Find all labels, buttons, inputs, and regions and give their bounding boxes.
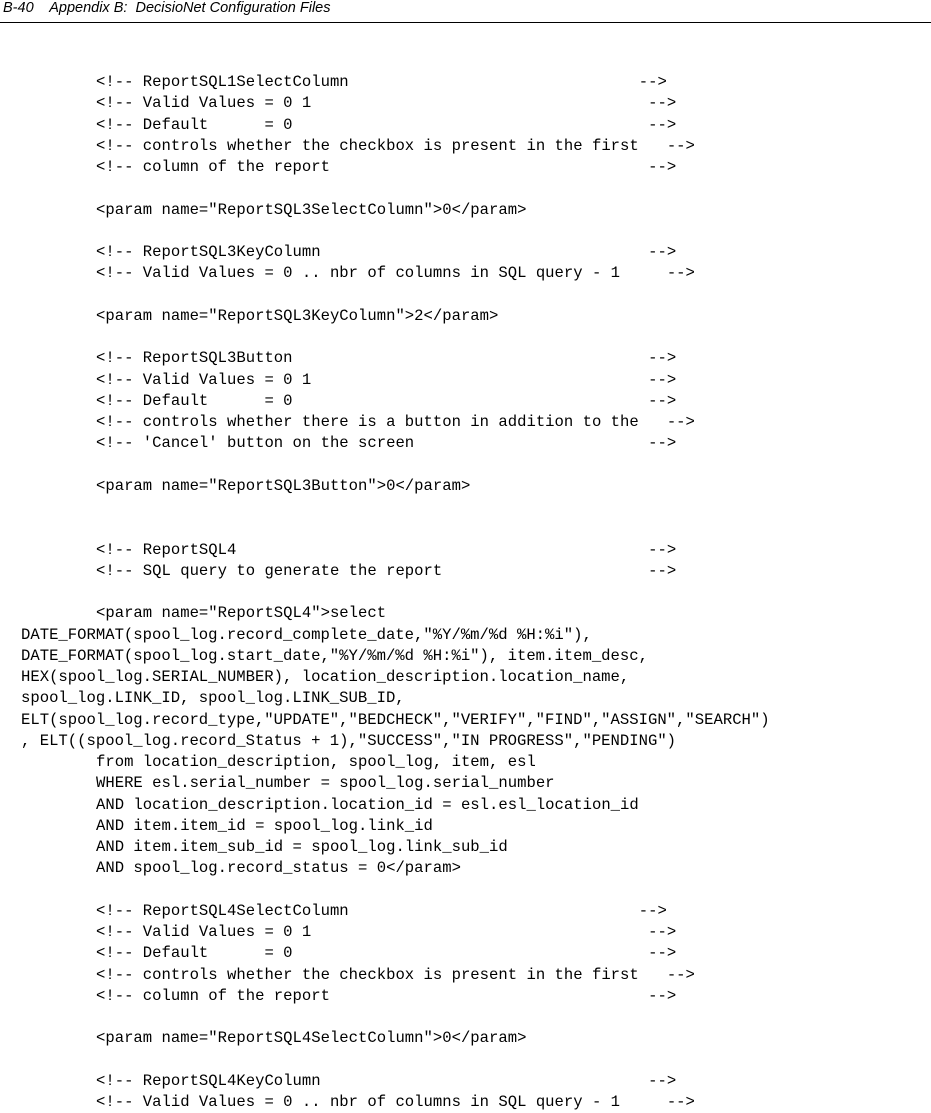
code-line: <param name="ReportSQL3KeyColumn">2</param>	[96, 306, 499, 325]
code-line: <!-- ReportSQL1SelectColumn -->	[96, 73, 667, 91]
code-line: AND item.item_sub_id = spool_log.link_sub_id	[96, 838, 508, 856]
code-line: from location_description, spool_log, item, esl	[96, 753, 536, 771]
code-line: ELT(spool_log.record_type,"UPDATE","BEDCHECK","VERIFY","FIND","ASSIGN","SEARCH")	[21, 710, 770, 729]
code-line: <!-- column of the report -->	[96, 158, 677, 176]
code-line: <!-- Valid Values = 0 .. nbr of columns in SQL query - 1 -->	[96, 264, 695, 283]
code-line: , ELT((spool_log.record_Status + 1),"SUCCESS","IN PROGRESS","PENDING")	[21, 731, 677, 750]
blank-line	[21, 1007, 926, 1028]
code-line: <param name="ReportSQL3Button">0</param>	[96, 476, 471, 495]
code-line: <!-- ReportSQL4KeyColumn -->	[96, 1071, 677, 1090]
code-line: <!-- ReportSQL3Button -->	[96, 349, 677, 368]
code-line: <!-- controls whether the checkbox is present in the first -->	[96, 965, 695, 984]
code-line: HEX(spool_log.SERIAL_NUMBER), location_description.location_name,	[21, 668, 630, 686]
code-line: DATE_FORMAT(spool_log.start_date,"%Y/%m/%d %H:%i"), item.item_desc,	[21, 646, 648, 665]
code-line: <!-- ReportSQL4 -->	[96, 540, 677, 559]
code-line: <!-- SQL query to generate the report -->	[96, 561, 677, 580]
blank-line	[21, 880, 926, 901]
code-line: <!-- Valid Values = 0 .. nbr of columns in SQL query - 1 -->	[96, 1093, 695, 1111]
code-listing	[21, 72, 926, 1113]
blank-line	[21, 285, 926, 306]
code-line: <!-- ReportSQL4SelectColumn -->	[96, 901, 667, 920]
blank-line	[21, 497, 926, 518]
code-line: <!-- controls whether the checkbox is present in the first -->	[96, 136, 695, 155]
code-line: spool_log.LINK_ID, spool_log.LINK_SUB_ID,	[21, 689, 405, 708]
page-number: B-40	[3, 0, 34, 16]
code-line: <!-- Default = 0 -->	[96, 115, 677, 134]
header-title: Appendix B: DecisioNet Configuration Files	[49, 0, 331, 16]
code-line: AND spool_log.record_status = 0</param>	[96, 859, 461, 878]
code-line: <!-- Valid Values = 0 1 -->	[96, 923, 677, 941]
code-line: AND item.item_id = spool_log.link_id	[96, 816, 433, 835]
code-line: <param name="ReportSQL4SelectColumn">0</param>	[96, 1029, 527, 1048]
code-line: <!-- Valid Values = 0 1 -->	[96, 370, 677, 389]
blank-line	[21, 221, 926, 242]
code-line: <!-- ReportSQL3KeyColumn -->	[96, 243, 677, 261]
header-text	[3, 0, 331, 16]
code-line: DATE_FORMAT(spool_log.record_complete_date,"%Y/%m/%d %H:%i"),	[21, 625, 592, 644]
code-line: <!-- column of the report -->	[96, 986, 677, 1005]
page-header	[0, 0, 931, 23]
blank-line	[21, 455, 926, 476]
blank-line	[21, 582, 926, 603]
code-line: AND location_description.location_id = esl.esl_location_id	[96, 795, 639, 814]
code-line: <!-- controls whether there is a button in addition to the -->	[96, 413, 695, 431]
code-line: <!-- Default = 0 -->	[96, 944, 677, 963]
code-line: WHERE esl.serial_number = spool_log.serial_number	[96, 774, 555, 793]
blank-line	[21, 518, 926, 539]
code-line: <!-- 'Cancel' button on the screen -->	[96, 434, 677, 453]
code-line: <!-- Default = 0 -->	[96, 391, 677, 410]
blank-line	[21, 327, 926, 348]
code-line: <param name="ReportSQL4">select	[96, 604, 387, 623]
blank-line	[21, 1050, 926, 1071]
blank-line	[21, 178, 926, 199]
code-line: <param name="ReportSQL3SelectColumn">0</param>	[96, 200, 527, 219]
code-line: <!-- Valid Values = 0 1 -->	[96, 94, 677, 113]
